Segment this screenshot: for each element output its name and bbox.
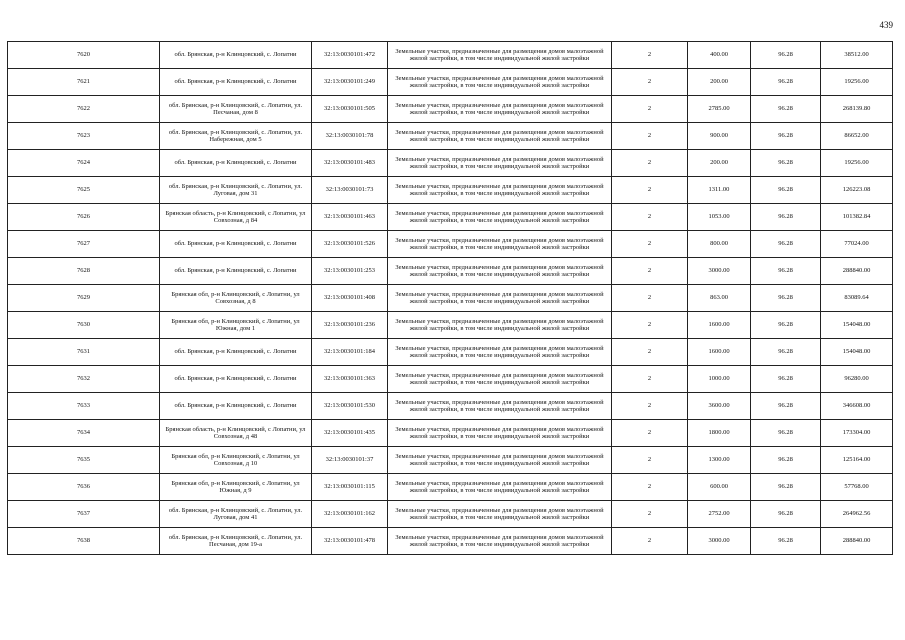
area-cell: 3000.00 xyxy=(688,258,751,285)
land-purpose-cell: Земельные участки, предназначенные для размещения домов малоэтажной жилой застройки, в том числе индивидуальной жилой застройки xyxy=(388,312,612,339)
group-code-cell: 2 xyxy=(612,285,688,312)
table-row xyxy=(8,123,893,150)
land-purpose-cell: Земельные участки, предназначенные для размещения домов малоэтажной жилой застройки, в том числе индивидуальной жилой застройки xyxy=(388,123,612,150)
group-code-cell: 2 xyxy=(612,69,688,96)
record-number-cell: 7632 xyxy=(8,366,160,393)
record-number-cell: 7629 xyxy=(8,285,160,312)
address-cell: обл. Брянская, р-н Клинцовский, с. Лопатни, ул. Песчаная, дом 8 xyxy=(160,96,312,123)
address-cell: Брянская обл, р-н Клинцовский, с Лопатни, ул Южная, дом 1 xyxy=(160,312,312,339)
cadastral-number-cell: 32:13:0030101:505 xyxy=(312,96,388,123)
table-row xyxy=(8,96,893,123)
group-code-cell: 2 xyxy=(612,420,688,447)
area-cell: 200.00 xyxy=(688,150,751,177)
table-row xyxy=(8,150,893,177)
cadastral-value-cell: 154048.00 xyxy=(821,312,893,339)
land-purpose-cell: Земельные участки, предназначенные для размещения домов малоэтажной жилой застройки, в том числе индивидуальной жилой застройки xyxy=(388,501,612,528)
unit-value-cell: 96.28 xyxy=(751,258,821,285)
cadastral-value-cell: 264962.56 xyxy=(821,501,893,528)
page-number: 439 xyxy=(879,20,893,30)
cadastral-value-cell: 19256.00 xyxy=(821,150,893,177)
group-code-cell: 2 xyxy=(612,231,688,258)
cadastral-value-cell: 346608.00 xyxy=(821,393,893,420)
area-cell: 1053.00 xyxy=(688,204,751,231)
land-purpose-cell: Земельные участки, предназначенные для размещения домов малоэтажной жилой застройки, в том числе индивидуальной жилой застройки xyxy=(388,69,612,96)
cadastral-number-cell: 32:13:0030101:115 xyxy=(312,474,388,501)
land-purpose-cell: Земельные участки, предназначенные для размещения домов малоэтажной жилой застройки, в том числе индивидуальной жилой застройки xyxy=(388,96,612,123)
cadastral-number-cell: 32:13:0030101:236 xyxy=(312,312,388,339)
unit-value-cell: 96.28 xyxy=(751,69,821,96)
cadastral-value-cell: 83089.64 xyxy=(821,285,893,312)
cadastral-number-cell: 32:13:0030101:184 xyxy=(312,339,388,366)
cadastral-number-cell: 32:13:0030101:435 xyxy=(312,420,388,447)
area-cell: 3000.00 xyxy=(688,528,751,555)
unit-value-cell: 96.28 xyxy=(751,96,821,123)
address-cell: обл. Брянская, р-н Клинцовский, с. Лопатни xyxy=(160,150,312,177)
area-cell: 200.00 xyxy=(688,69,751,96)
group-code-cell: 2 xyxy=(612,123,688,150)
record-number-cell: 7638 xyxy=(8,528,160,555)
cadastral-value-cell: 19256.00 xyxy=(821,69,893,96)
area-cell: 600.00 xyxy=(688,474,751,501)
cadastral-number-cell: 32:13:0030101:162 xyxy=(312,501,388,528)
cadastral-value-cell: 86652.00 xyxy=(821,123,893,150)
table-row xyxy=(8,258,893,285)
table-body xyxy=(8,42,893,555)
unit-value-cell: 96.28 xyxy=(751,312,821,339)
group-code-cell: 2 xyxy=(612,339,688,366)
cadastral-number-cell: 32:13:0030101:253 xyxy=(312,258,388,285)
address-cell: Брянская обл, р-н Клинцовский, с Лопатни, ул Совхозная, д 10 xyxy=(160,447,312,474)
cadastral-value-cell: 77024.00 xyxy=(821,231,893,258)
cadastral-value-cell: 126223.08 xyxy=(821,177,893,204)
table-row xyxy=(8,366,893,393)
group-code-cell: 2 xyxy=(612,96,688,123)
cadastral-value-cell: 173304.00 xyxy=(821,420,893,447)
record-number-cell: 7635 xyxy=(8,447,160,474)
area-cell: 863.00 xyxy=(688,285,751,312)
table-row xyxy=(8,42,893,69)
area-cell: 1800.00 xyxy=(688,420,751,447)
cadastral-number-cell: 32:13:0030101:472 xyxy=(312,42,388,69)
cadastral-value-cell: 125164.00 xyxy=(821,447,893,474)
unit-value-cell: 96.28 xyxy=(751,177,821,204)
record-number-cell: 7626 xyxy=(8,204,160,231)
table-row xyxy=(8,501,893,528)
unit-value-cell: 96.28 xyxy=(751,42,821,69)
address-cell: Брянская обл, р-н Клинцовский, с Лопатни, ул Совхозная, д 8 xyxy=(160,285,312,312)
table-row xyxy=(8,528,893,555)
record-number-cell: 7625 xyxy=(8,177,160,204)
cadastral-value-cell: 268139.80 xyxy=(821,96,893,123)
unit-value-cell: 96.28 xyxy=(751,123,821,150)
area-cell: 900.00 xyxy=(688,123,751,150)
record-number-cell: 7621 xyxy=(8,69,160,96)
table-row xyxy=(8,231,893,258)
cadastral-value-cell: 96280.00 xyxy=(821,366,893,393)
unit-value-cell: 96.28 xyxy=(751,231,821,258)
address-cell: обл. Брянская, р-н Клинцовский, с. Лопатни, ул. Песчаная, дом 19-а xyxy=(160,528,312,555)
cadastral-value-cell: 288840.00 xyxy=(821,528,893,555)
land-purpose-cell: Земельные участки, предназначенные для размещения домов малоэтажной жилой застройки, в том числе индивидуальной жилой застройки xyxy=(388,528,612,555)
cadastral-number-cell: 32:13:0030101:408 xyxy=(312,285,388,312)
group-code-cell: 2 xyxy=(612,177,688,204)
land-purpose-cell: Земельные участки, предназначенные для размещения домов малоэтажной жилой застройки, в том числе индивидуальной жилой застройки xyxy=(388,447,612,474)
cadastral-number-cell: 32:13:0030101:526 xyxy=(312,231,388,258)
land-purpose-cell: Земельные участки, предназначенные для размещения домов малоэтажной жилой застройки, в том числе индивидуальной жилой застройки xyxy=(388,177,612,204)
cadastral-value-cell: 154048.00 xyxy=(821,339,893,366)
table-row xyxy=(8,393,893,420)
record-number-cell: 7630 xyxy=(8,312,160,339)
unit-value-cell: 96.28 xyxy=(751,204,821,231)
table-row xyxy=(8,177,893,204)
area-cell: 2752.00 xyxy=(688,501,751,528)
unit-value-cell: 96.28 xyxy=(751,474,821,501)
unit-value-cell: 96.28 xyxy=(751,393,821,420)
record-number-cell: 7624 xyxy=(8,150,160,177)
address-cell: обл. Брянская, р-н Клинцовский, с. Лопатни, ул. Луговая, дом 31 xyxy=(160,177,312,204)
cadastral-value-cell: 101382.84 xyxy=(821,204,893,231)
table-row xyxy=(8,204,893,231)
address-cell: обл. Брянская, р-н Клинцовский, с. Лопатни xyxy=(160,366,312,393)
record-number-cell: 7631 xyxy=(8,339,160,366)
unit-value-cell: 96.28 xyxy=(751,285,821,312)
table-row xyxy=(8,420,893,447)
cadastral-value-cell: 38512.00 xyxy=(821,42,893,69)
unit-value-cell: 96.28 xyxy=(751,420,821,447)
address-cell: обл. Брянская, р-н Клинцовский, с. Лопатни xyxy=(160,231,312,258)
area-cell: 3600.00 xyxy=(688,393,751,420)
unit-value-cell: 96.28 xyxy=(751,150,821,177)
area-cell: 800.00 xyxy=(688,231,751,258)
group-code-cell: 2 xyxy=(612,447,688,474)
cadastral-value-cell: 57768.00 xyxy=(821,474,893,501)
cadastral-number-cell: 32:13:0030101:78 xyxy=(312,123,388,150)
cadastral-number-cell: 32:13:0030101:249 xyxy=(312,69,388,96)
address-cell: Брянская область, р-н Клинцовский, с Лопатни, ул Совхозная, д 84 xyxy=(160,204,312,231)
area-cell: 1600.00 xyxy=(688,312,751,339)
table-row xyxy=(8,474,893,501)
group-code-cell: 2 xyxy=(612,366,688,393)
record-number-cell: 7627 xyxy=(8,231,160,258)
land-purpose-cell: Земельные участки, предназначенные для размещения домов малоэтажной жилой застройки, в том числе индивидуальной жилой застройки xyxy=(388,42,612,69)
cadastral-value-cell: 288840.00 xyxy=(821,258,893,285)
address-cell: обл. Брянская, р-н Клинцовский, с. Лопатни, ул. Набережная, дом 5 xyxy=(160,123,312,150)
table-row xyxy=(8,447,893,474)
unit-value-cell: 96.28 xyxy=(751,339,821,366)
address-cell: Брянская область, р-н Клинцовский, с Лопатни, ул Совхозная, д 48 xyxy=(160,420,312,447)
group-code-cell: 2 xyxy=(612,204,688,231)
land-purpose-cell: Земельные участки, предназначенные для размещения домов малоэтажной жилой застройки, в том числе индивидуальной жилой застройки xyxy=(388,420,612,447)
group-code-cell: 2 xyxy=(612,42,688,69)
record-number-cell: 7636 xyxy=(8,474,160,501)
table-row xyxy=(8,312,893,339)
address-cell: обл. Брянская, р-н Клинцовский, с. Лопатни xyxy=(160,393,312,420)
land-purpose-cell: Земельные участки, предназначенные для размещения домов малоэтажной жилой застройки, в том числе индивидуальной жилой застройки xyxy=(388,285,612,312)
group-code-cell: 2 xyxy=(612,312,688,339)
record-number-cell: 7628 xyxy=(8,258,160,285)
land-purpose-cell: Земельные участки, предназначенные для размещения домов малоэтажной жилой застройки, в том числе индивидуальной жилой застройки xyxy=(388,231,612,258)
land-purpose-cell: Земельные участки, предназначенные для размещения домов малоэтажной жилой застройки, в том числе индивидуальной жилой застройки xyxy=(388,339,612,366)
group-code-cell: 2 xyxy=(612,150,688,177)
cadastral-number-cell: 32:13:0030101:478 xyxy=(312,528,388,555)
record-number-cell: 7622 xyxy=(8,96,160,123)
address-cell: обл. Брянская, р-н Клинцовский, с. Лопатни xyxy=(160,69,312,96)
group-code-cell: 2 xyxy=(612,501,688,528)
unit-value-cell: 96.28 xyxy=(751,366,821,393)
land-purpose-cell: Земельные участки, предназначенные для размещения домов малоэтажной жилой застройки, в том числе индивидуальной жилой застройки xyxy=(388,258,612,285)
group-code-cell: 2 xyxy=(612,474,688,501)
address-cell: Брянская обл, р-н Клинцовский, с Лопатни, ул Южная, д 9 xyxy=(160,474,312,501)
area-cell: 1600.00 xyxy=(688,339,751,366)
unit-value-cell: 96.28 xyxy=(751,528,821,555)
cadastral-number-cell: 32:13:0030101:530 xyxy=(312,393,388,420)
group-code-cell: 2 xyxy=(612,528,688,555)
land-purpose-cell: Земельные участки, предназначенные для размещения домов малоэтажной жилой застройки, в том числе индивидуальной жилой застройки xyxy=(388,150,612,177)
address-cell: обл. Брянская, р-н Клинцовский, с. Лопатни xyxy=(160,339,312,366)
land-purpose-cell: Земельные участки, предназначенные для размещения домов малоэтажной жилой застройки, в том числе индивидуальной жилой застройки xyxy=(388,474,612,501)
address-cell: обл. Брянская, р-н Клинцовский, с. Лопатни xyxy=(160,258,312,285)
cadastral-number-cell: 32:13:0030101:363 xyxy=(312,366,388,393)
area-cell: 1311.00 xyxy=(688,177,751,204)
area-cell: 1300.00 xyxy=(688,447,751,474)
record-number-cell: 7623 xyxy=(8,123,160,150)
record-number-cell: 7620 xyxy=(8,42,160,69)
record-number-cell: 7633 xyxy=(8,393,160,420)
cadastral-number-cell: 32:13:0030101:483 xyxy=(312,150,388,177)
cadastral-number-cell: 32:13:0030101:463 xyxy=(312,204,388,231)
area-cell: 400.00 xyxy=(688,42,751,69)
area-cell: 1000.00 xyxy=(688,366,751,393)
address-cell: обл. Брянская, р-н Клинцовский, с. Лопатни, ул. Луговая, дом 41 xyxy=(160,501,312,528)
group-code-cell: 2 xyxy=(612,258,688,285)
cadastral-number-cell: 32:13:0030101:73 xyxy=(312,177,388,204)
cadastral-number-cell: 32:13:0030101:37 xyxy=(312,447,388,474)
unit-value-cell: 96.28 xyxy=(751,447,821,474)
unit-value-cell: 96.28 xyxy=(751,501,821,528)
area-cell: 2785.00 xyxy=(688,96,751,123)
land-purpose-cell: Земельные участки, предназначенные для размещения домов малоэтажной жилой застройки, в том числе индивидуальной жилой застройки xyxy=(388,204,612,231)
table-row xyxy=(8,285,893,312)
land-purpose-cell: Земельные участки, предназначенные для размещения домов малоэтажной жилой застройки, в том числе индивидуальной жилой застройки xyxy=(388,393,612,420)
group-code-cell: 2 xyxy=(612,393,688,420)
record-number-cell: 7637 xyxy=(8,501,160,528)
table-row xyxy=(8,339,893,366)
address-cell: обл. Брянская, р-н Клинцовский, с. Лопатни xyxy=(160,42,312,69)
land-purpose-cell: Земельные участки, предназначенные для размещения домов малоэтажной жилой застройки, в том числе индивидуальной жилой застройки xyxy=(388,366,612,393)
land-register-table xyxy=(7,41,893,555)
table-row xyxy=(8,69,893,96)
record-number-cell: 7634 xyxy=(8,420,160,447)
